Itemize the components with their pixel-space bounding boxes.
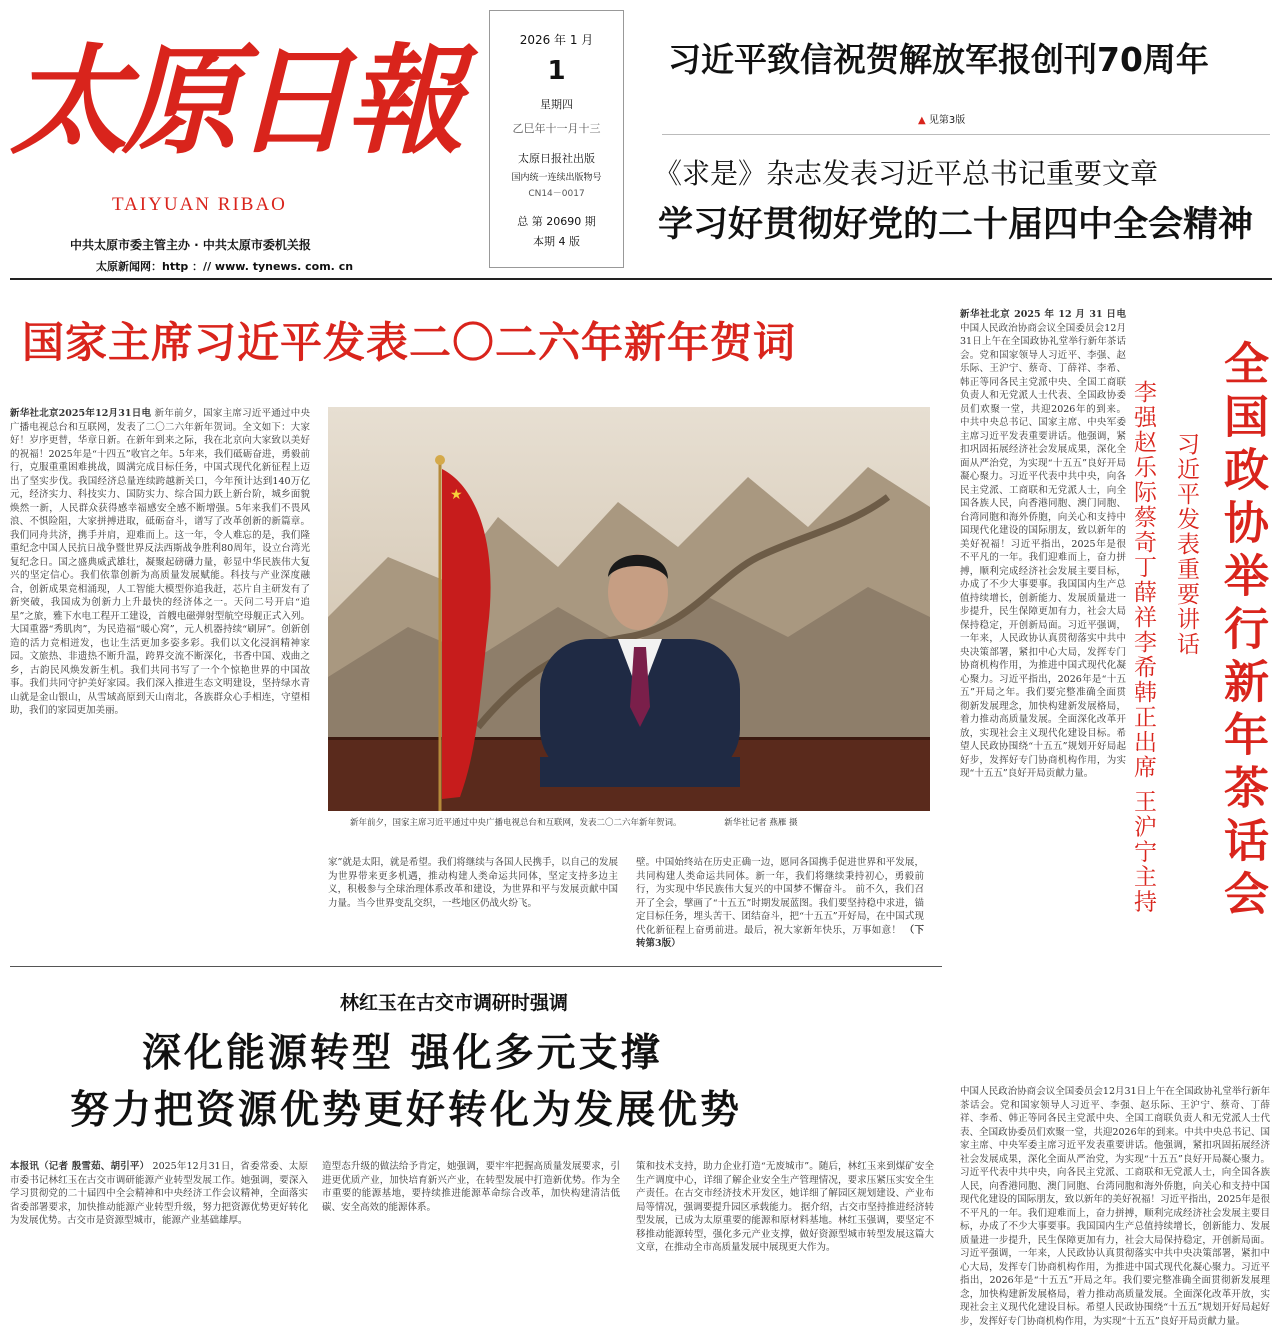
triangle-icon: ▲ [918,115,926,126]
right-attendees: 李强赵乐际蔡奇丁薛祥李希韩正出席 王沪宁主持 [1130,380,1156,915]
bottom-col-1-text: 2025年12月31日，省委常委、太原市委书记林红玉在古交市调研能源产业转型发展工作。她强调，要深入学习贯彻党的二十届四中全会精神和中央经济工作会议精神，全面落实省委部署要求，加快推动能源产业转型升级，努力把资源优势更好转化为发展优势。古交市是资源型城市，能源产业基础雄厚。 [10,1161,308,1226]
lead-col-1-text: 新年前夕，国家主席习近平通过中央广播电视总台和互联网，发表了二〇二六年新年贺词。全文如下：大家好！岁序更替，华章日新。在新年到来之际，我在北京向大家致以美好的祝福！2025年是“十四五”收官之年。5年来，我们砥砺奋进，勇毅前行，克服重重困难挑战，圆满完成目标任务，中国式现代化新征程上迈出了坚实步伐。我国经济总量连续跨越新关口，今年预计达到140万亿元，经济实力、科技实力、国防实力、综合国力跃上新台阶，城乡面貌焕然一新，人民群众获得感幸福感安全感不断增强。5年来我们不畏风浪、不惧险阻，大家拼搏进取，砥砺奋斗，谱写了改革创新的新篇章。我们同舟共济，携手并肩，迎难而上。这一年，令人难忘的是，我们隆重纪念中国人民抗日战争暨世界反法西斯战争胜利80周年，设立台湾光复纪念日。国之盛典威武雄壮，凝聚起磅礴力量，彰显中华民族伟大复兴的坚定信心。我们依靠创新为高质量发展赋能。科技与产业深度融合，创新成果竞相涌现，人工智能大模型你追我赶，芯片自主研发有了新突破，我国成为创新力上升最快的经济体之一。天问二号开启“追星”之旅，雅下水电工程开工建设，首艘电磁弹射型航空母舰正式入列。大国重器“秀肌肉”，为民造福“暖心窝”，元人机器持续“刷屏”。创新创造的活力竞相迸发，也让生活更加多姿多彩。我们以文化浸润精神家园。文旅热、非遗热不断升温，跨界交流不断深化，书香中国、戏曲之乡，古韵民风焕发新生机。我们共同书写了一个个惊艳世界的中国故事。我们共同守护美好家园。我们深入推进生态文明建设，坚持绿水青山就是金山银山，从雪域高原到天山南北，各族群众心手相连，守望相助，我们的家园更加美丽。 [10,408,310,716]
right-story-body [960,308,1126,1108]
right-story-continued: 中国人民政治协商会议全国委员会12月31日上午在全国政协礼堂举行新年茶话会。党和国家领导人习近平、李强、赵乐际、王沪宁、蔡奇、丁薛祥、李希、韩正等同各民主党派中央、全国工商联负责人和无党派人士代表、全国政协委员们欢聚一堂，共迎2026年的到来。中共中央总书记、国家主席、中央军委主席习近平发表重要讲话。他强调，紧扣巩固拓展经济社会发展成果，深化全面从严治党，为实现“十五五”良好开局凝心聚力。习近平代表中共中央，向各民主党派、工商联和无党派人士，向全国各族人民，向香港同胞、澳门同胞、台湾同胞和海外侨胞，向关心和支持中国现代化建设的国际朋友，致以新年的美好祝福！习近平指出，2025年是很不平凡的一年。我们迎难而上，奋力拼搏，顺利完成经济社会发展主要目标，办成了不少大事要事。我国国内生产总值持续增长，创新能力、发展质量进一步提升，民生保障更加有力，社会大局保持稳定，开创新局面。习近平强调，一年来，人民政协认真贯彻落实中共中央决策部署，紧扣中心大局，发挥专门协商机构作用，为推进中国式现代化凝心聚力。习近平指出，2026年是“十五五”开局之年。我们要完整准确全面贯彻新发展理念，加快构建新发展格局，着力推动高质量发展。全面深化改革开放，实现社会主义现代化建设目标。希望人民政协围绕“十五五”规划开好局起好步，发挥好专门协商机构作用，为实现“十五五”良好开局贡献力量。 [960,1086,1270,1327]
lunar-date: 乙巳年十一月十三 [512,122,601,135]
lead-headline[interactable]: 国家主席习近平发表二〇二六年新年贺词 [22,318,797,367]
issn-label: 国内统一连续出版物号 [511,173,602,183]
svg-text:★: ★ [450,487,463,503]
top-headline-1[interactable]: 习近平致信祝贺解放军报创刊70周年 [668,40,1209,79]
lead-col-2: 家”就是太阳，就是希望。我们将继续与各国人民携手，以自己的发展为世界带来更多机遇，推动构建人类命运共同体，坚定支持多边主义，积极参与全球治理体系改革和建设，为世界和平与发展贡献中国力量。当今世界变乱交织，一些地区仍战火纷飞。 [328,857,618,909]
issue-day: 1 [547,56,566,86]
divider [662,134,1270,135]
right-story-dateline: 新华社北京 2025 年 12 月 31 日电 [960,309,1126,320]
right-attendees-box [1128,380,1166,1000]
bottom-headline-1[interactable]: 深化能源转型 强化多元支撑 [142,1031,663,1076]
top-headline-2[interactable]: 《求是》杂志发表习近平总书记重要文章 [654,157,1159,190]
right-subhead: 习近平发表重要讲话 [1173,432,1199,657]
lead-col-4-text: 前不久，我们召开了全会，擘画了“十五五”时期发展蓝图。我们要坚持稳中求进，锚定目标任务，埋头苦干、团结奋斗，把“十五五”开好局，在中国式现代化新征程上奋勇前进。最后，祝大家新年快乐，万事如意！ [636,884,924,936]
bottom-col-4-text: 据介绍，古交市坚持推进经济转型发展，已成为太原重要的能源和原材料基地。林红玉强调，要坚定不移推动能源转型，强化多元产业支撑，做好资源型城市转型发展这篇大文章，在推动全市高质量发展中展现更大作为。 [636,1201,934,1253]
masthead-website: 太原新闻网：http ：// www. tynews. com. cn [96,260,354,273]
photo-credit: 新华社记者 燕雁 摄 [724,818,798,828]
right-headline[interactable]: 全国政协举行新年茶话会 [1216,340,1269,923]
right-story-text: 中国人民政治协商会议全国委员会12月31日上午在全国政协礼堂举行新年茶话会。党和国家领导人习近平、李强、赵乐际、王沪宁、蔡奇、丁薛祥、李希、韩正等同各民主党派中央、全国工商联负责人和无党派人士代表、全国政协委员们欢聚一堂，共迎2026年的到来。中共中央总书记、国家主席、中央军委主席习近平发表重要讲话。他强调，紧扣巩固拓展经济社会发展成果，深化全面从严治党，为实现“十五五”良好开局凝心聚力。习近平代表中共中央，向各民主党派、工商联和无党派人士，向全国各族人民，向香港同胞、澳门同胞、台湾同胞和海外侨胞，向关心和支持中国现代化建设的国际朋友，致以新年的美好祝福！习近平指出，2025年是很不平凡的一年。我们迎难而上，奋力拼搏，顺利完成经济社会发展主要目标，办成了不少大事要事。我国国内生产总值持续增长，创新能力、发展质量进一步提升，民生保障更加有力，社会大局保持稳定，开创新局面。习近平强调，一年来，人民政协认真贯彻落实中共中央决策部署，紧扣中心大局，发挥专门协商机构作用，为推进中国式现代化凝心聚力。习近平指出，2026年是“十五五”开局之年。我们要完整准确全面贯彻新发展理念，加快构建新发展格局，着力推动高质量发展。全面深化改革开放，实现社会主义现代化建设目标。希望人民政协围绕“十五五”规划开好局起好步，发挥好专门协商机构作用，为实现“十五五”良好开局贡献力量。 [960,322,1126,779]
masthead-pinyin: TAIYUAN RIBAO [112,194,287,215]
see-page-note [918,111,965,126]
bottom-col-1 [10,1160,308,1278]
top-headline-3[interactable]: 学习好贯彻好党的二十届四中全会精神 [658,205,1254,245]
date-box [489,10,624,268]
serial-number: 总 第 20690 期 [517,215,596,228]
lead-col-3-text: 壁。中国始终站在历史正确一边，愿同各国携手促进世界和平发展，共同构建人类命运共同体。新一年，我们将继续秉持初心，勇毅前行，为实现中华民族伟大复兴的中国梦不懈奋斗。 [636,857,924,895]
lead-col-1 [10,407,310,847]
issn: CN14－0017 [528,189,585,199]
page-count: 本期 4 版 [533,235,580,248]
issue-date: 2026 年 1 月 [519,33,594,47]
lead-photo-image [328,407,930,811]
bottom-col-3-text: 策和技术支持，助力企业打造“无废城市”。随后，林红玉来到煤矿安全生产调度中心，详细了解企业安全生产管理情况，要求压紧压实安全生产责任。在古交市经济技术开发区，她详细了解园区规划建设、产业布局等情况，强调要提升园区承载能力。 [636,1161,934,1213]
photo-caption-text: 新年前夕，国家主席习近平通过中央广播电视总台和互联网，发表二〇二六年新年贺词。 [350,818,682,828]
bottom-headline-2[interactable]: 努力把资源优势更好转化为发展优势 [70,1088,743,1133]
photo-caption [350,816,930,828]
bottom-col-2: 造型态升级的做法给予肯定，她强调，要牢牢把握高质量发展要求，引进更优质产业，加快培育新兴产业，在转型发展中打造新优势。作为全市重要的能源基地，要持续推进能源革命综合改革，加快构建清洁低碳、安全高效的能源体系。 [322,1161,620,1213]
publisher: 太原日报社出版 [518,152,595,165]
bottom-col-3 [636,1160,934,1278]
bottom-kicker: 林红玉在古交市调研时强调 [340,992,569,1014]
bottom-dateline: 本报讯（记者 殷雪茹、胡引平） [10,1161,150,1172]
masthead-rule [10,278,1272,280]
lead-dateline: 新华社北京2025年12月31日电 [10,408,152,419]
masthead-title: 太原日報 [10,31,459,170]
lead-photo [328,407,930,811]
continued-note[interactable]: （下转第3版） [636,924,924,949]
section-rule [10,966,942,967]
lead-col-3 [636,856,924,952]
issue-weekday: 星期四 [540,98,573,111]
masthead-sponsor: 中共太原市委主管主办 · 中共太原市委机关报 [70,238,311,252]
see-page-label[interactable]: 见第3版 [928,115,966,126]
